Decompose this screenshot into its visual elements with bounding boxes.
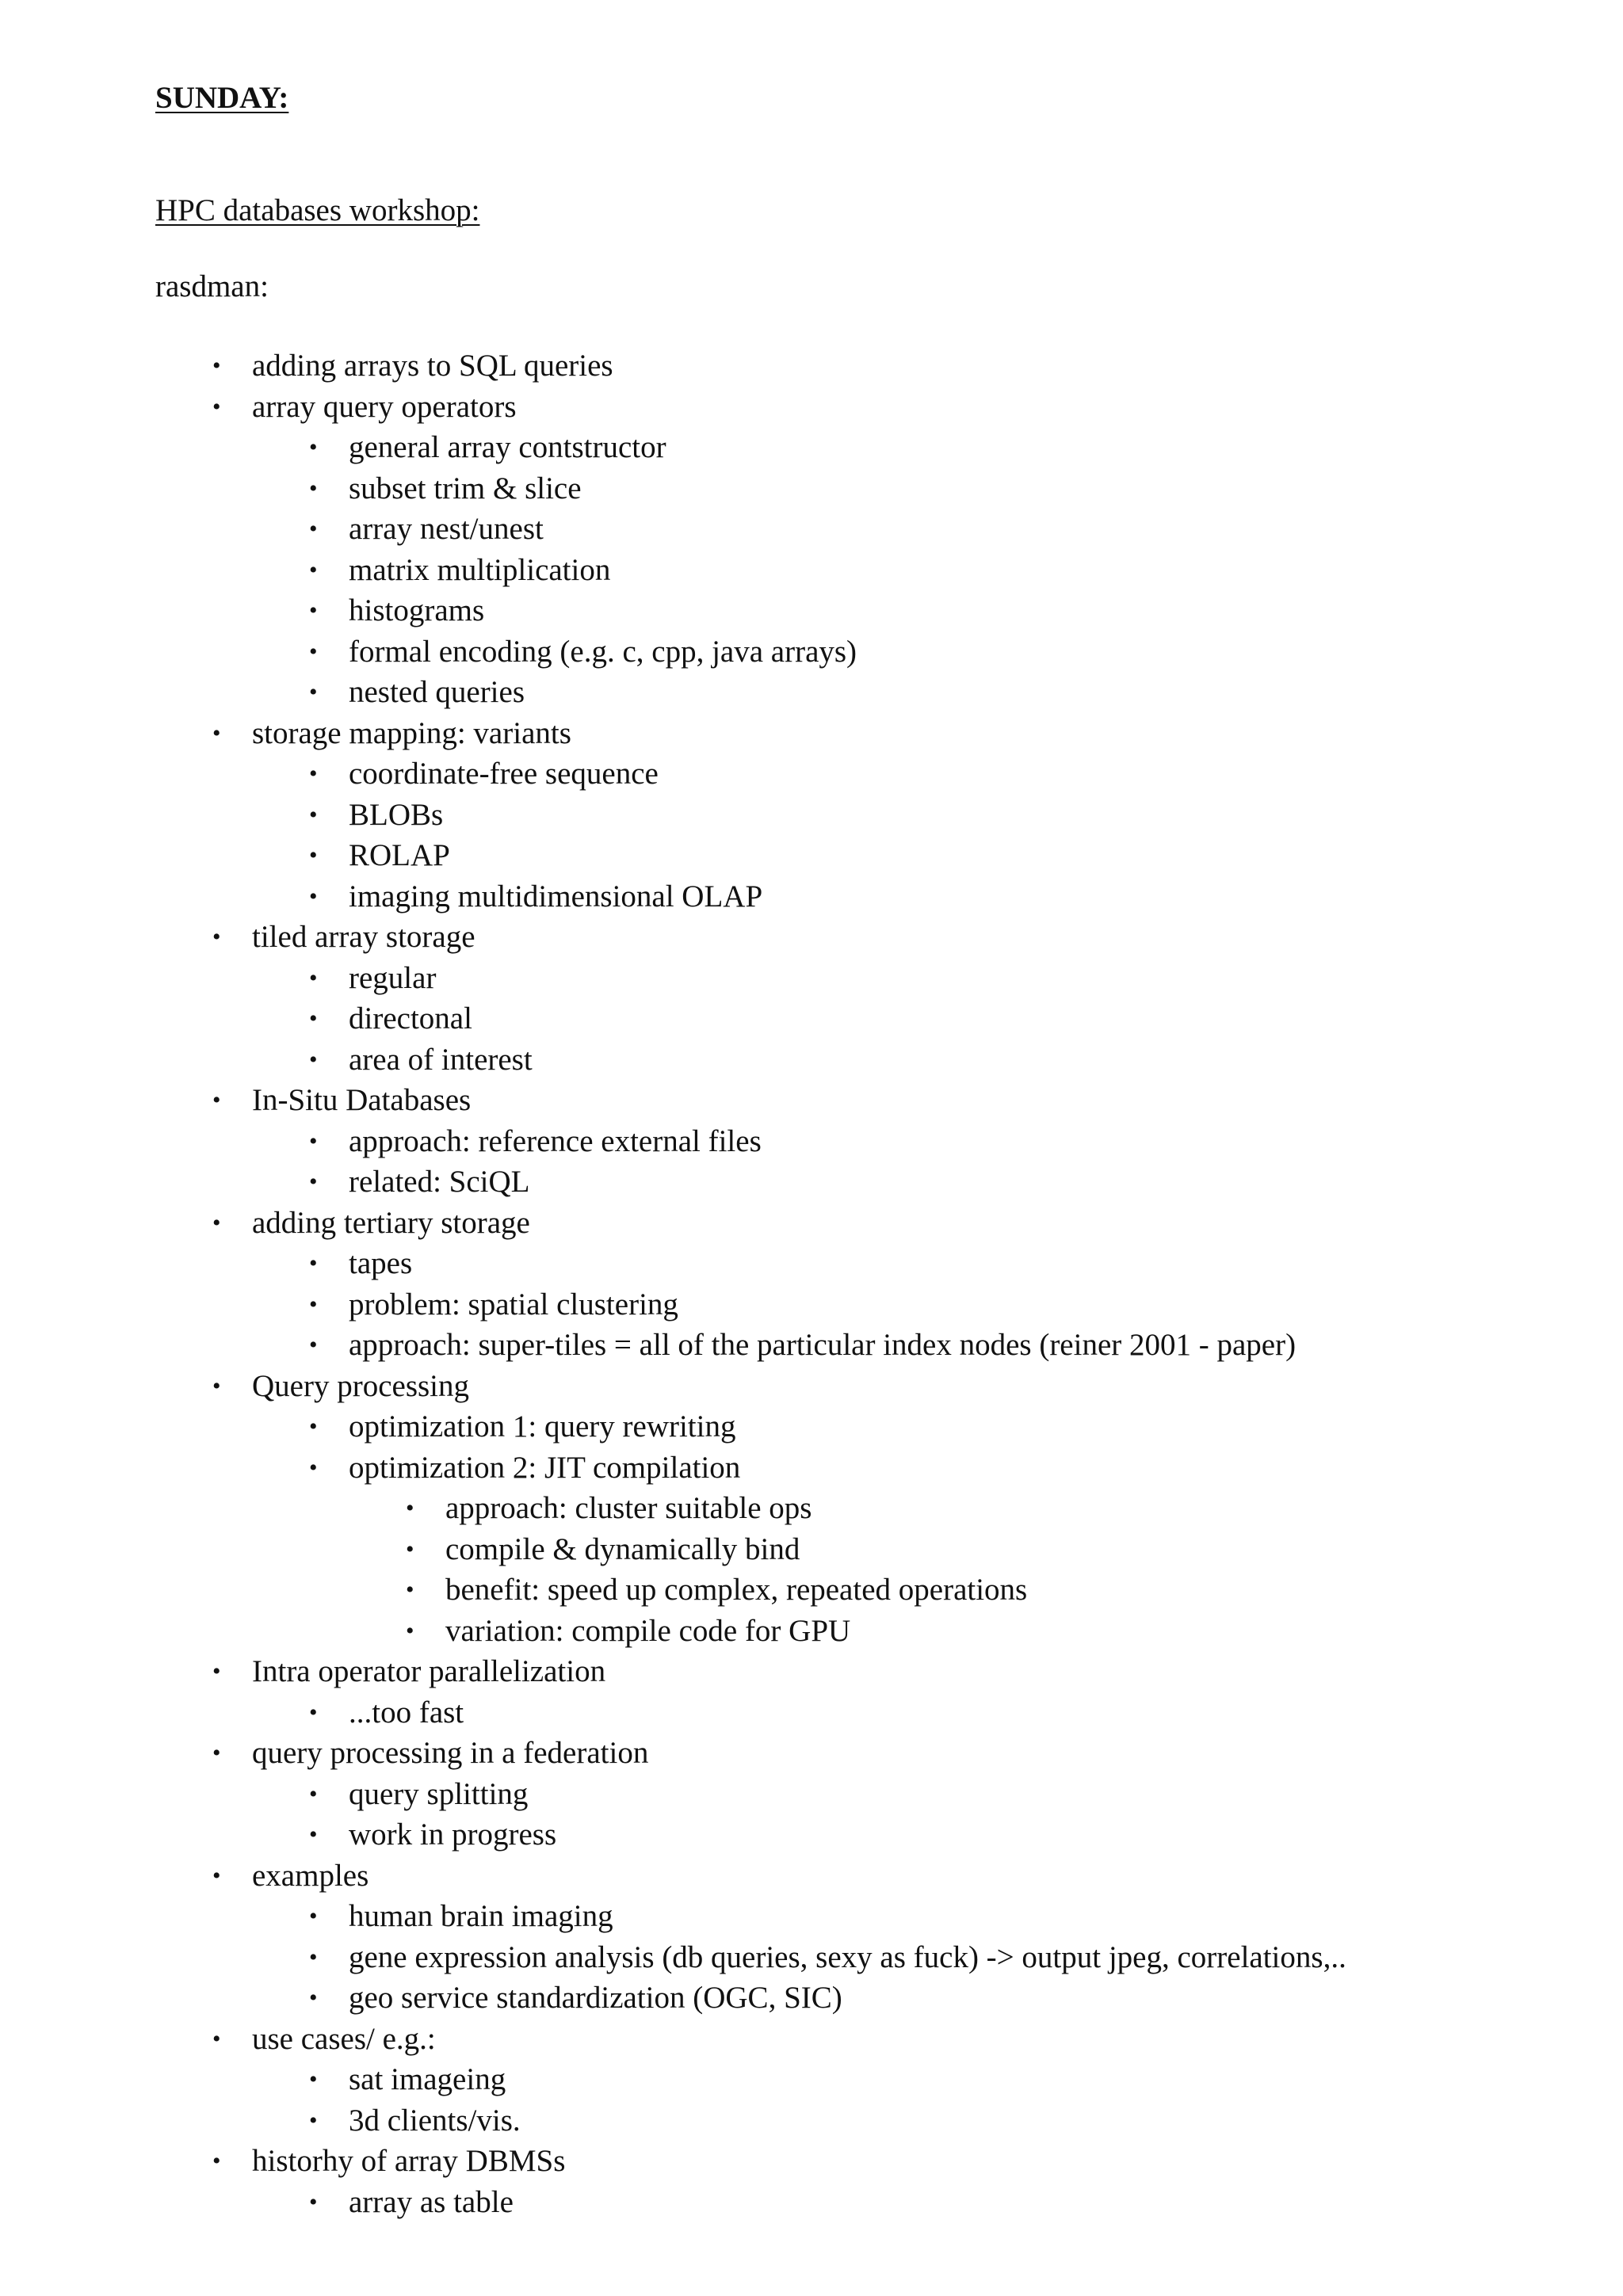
list-item (0, 713, 1623, 754)
list-item (0, 1855, 1623, 1897)
list-item (0, 468, 1623, 509)
list-item-text: imaging multidimensional OLAP (349, 879, 763, 913)
bullet-icon: • (309, 556, 318, 583)
bullet-icon: • (309, 964, 318, 991)
bullet-icon: • (309, 1332, 318, 1358)
list-item (0, 917, 1623, 958)
list-item-text: coordinate-free sequence (349, 757, 659, 791)
bullet-icon: • (309, 1985, 318, 2011)
list-item (0, 1325, 1623, 1366)
bullet-icon: • (309, 475, 318, 502)
list-item (0, 1447, 1623, 1489)
list-item-text: approach: reference external files (349, 1123, 762, 1158)
list-item-text: adding arrays to SQL queries (252, 349, 613, 383)
bullet-icon: • (309, 1127, 318, 1154)
list-item (0, 753, 1623, 795)
list-item-text: human brain imaging (349, 1899, 613, 1933)
list-item-text: work in progress (349, 1817, 557, 1852)
bullet-icon: • (309, 1005, 318, 1032)
list-item-text: ...too fast (349, 1695, 464, 1730)
bullet-icon: • (309, 638, 318, 665)
list-item-text: histograms (349, 593, 485, 627)
list-item (0, 1488, 1623, 1529)
list-item-text: In-Situ Databases (252, 1083, 472, 1117)
section-title: HPC databases workshop: (155, 193, 480, 227)
list-item-text: approach: super-tiles = all of the particular index nodes (reiner 2001 - paper) (349, 1328, 1296, 1362)
list-item-text: adding tertiary storage (252, 1205, 530, 1240)
list-item-text: query splitting (349, 1776, 529, 1811)
list-item (0, 1978, 1623, 2019)
bullet-icon: • (309, 1903, 318, 1929)
bullet-icon: • (212, 1740, 221, 1766)
list-item-text: subset trim & slice (349, 471, 582, 505)
bullet-icon: • (309, 801, 318, 828)
bullet-icon: • (309, 1943, 318, 1970)
list-item (0, 2141, 1623, 2182)
bullet-icon: • (212, 719, 221, 746)
list-item-text: general array contstructor (349, 430, 666, 464)
list-item (0, 1284, 1623, 1325)
bullet-icon: • (309, 1046, 318, 1073)
bullet-icon: • (212, 1862, 221, 1889)
bullet-icon: • (406, 1535, 414, 1562)
list-item (0, 387, 1623, 428)
list-item (0, 1774, 1623, 1815)
bullet-icon: • (212, 924, 221, 950)
list-item-text: problem: spatial clustering (349, 1287, 678, 1322)
list-item (0, 998, 1623, 1039)
list-item (0, 1651, 1623, 1692)
list-item-text: use cases/ e.g.: (252, 2021, 436, 2056)
list-item (0, 509, 1623, 550)
list-item-text: regular (349, 960, 437, 995)
list-item-text: benefit: speed up complex, repeated operations (445, 1573, 1028, 1607)
list-item-text: directonal (349, 1001, 472, 1035)
notes-list (0, 345, 1623, 2222)
list-item (0, 2100, 1623, 2142)
list-item-text: query processing in a federation (252, 1736, 649, 1770)
list-item (0, 1243, 1623, 1284)
bullet-icon: • (212, 1372, 221, 1399)
list-item-text: nested queries (349, 675, 525, 709)
list-item (0, 1161, 1623, 1203)
list-item-text: optimization 1: query rewriting (349, 1409, 736, 1444)
list-item-text: sat imageing (349, 2062, 506, 2096)
list-item (0, 1814, 1623, 1855)
subject-label: rasdman: (155, 269, 269, 303)
list-item (0, 1896, 1623, 1937)
bullet-icon: • (309, 597, 318, 624)
list-item-text: matrix multiplication (349, 552, 611, 587)
list-item (0, 958, 1623, 999)
list-item-text: array nest/unest (349, 512, 544, 546)
bullet-icon: • (212, 2148, 221, 2174)
list-item (0, 2019, 1623, 2060)
list-item (0, 2059, 1623, 2100)
list-item-text: array query operators (252, 389, 517, 424)
bullet-icon: • (309, 1291, 318, 1318)
bullet-icon: • (406, 1617, 414, 1644)
day-heading: SUNDAY: (155, 81, 289, 115)
bullet-icon: • (212, 353, 221, 379)
list-item-text: array as table (349, 2184, 514, 2219)
list-item-text: related: SciQL (349, 1165, 530, 1199)
list-item (0, 835, 1623, 876)
list-item-text: approach: cluster suitable ops (445, 1491, 812, 1525)
list-item-text: historhy of array DBMSs (252, 2144, 566, 2178)
list-item (0, 1611, 1623, 1652)
bullet-icon: • (406, 1495, 414, 1521)
bullet-icon: • (309, 1699, 318, 1726)
bullet-icon: • (309, 516, 318, 542)
bullet-icon: • (309, 761, 318, 787)
bullet-icon: • (212, 1087, 221, 1113)
list-item (0, 876, 1623, 917)
list-item (0, 1039, 1623, 1081)
list-item (0, 631, 1623, 673)
list-item (0, 1080, 1623, 1121)
bullet-icon: • (212, 1658, 221, 1684)
list-item (0, 2182, 1623, 2223)
list-item-text: 3d clients/vis. (349, 2103, 521, 2138)
list-item (0, 795, 1623, 836)
list-item-text: ROLAP (349, 838, 450, 872)
list-item (0, 1937, 1623, 1978)
list-item-text: Intra operator parallelization (252, 1654, 606, 1688)
list-item-text: formal encoding (e.g. c, cpp, java arrays) (349, 634, 857, 669)
list-item (0, 1203, 1623, 1244)
bullet-icon: • (309, 2107, 318, 2134)
list-item (0, 590, 1623, 631)
list-item-text: tiled array storage (252, 920, 475, 954)
bullet-icon: • (309, 883, 318, 910)
list-item (0, 345, 1623, 387)
list-item (0, 427, 1623, 468)
list-item (0, 1406, 1623, 1447)
bullet-icon: • (309, 1413, 318, 1440)
list-item-text: tapes (349, 1246, 413, 1280)
list-item-text: gene expression analysis (db queries, sexy as fuck) -> output jpeg, correlations,.. (349, 1939, 1346, 1974)
bullet-icon: • (212, 2025, 221, 2052)
list-item-text: examples (252, 1858, 369, 1893)
bullet-icon: • (309, 1780, 318, 1807)
list-item-text: Query processing (252, 1368, 470, 1403)
bullet-icon: • (212, 1209, 221, 1236)
list-item-text: BLOBs (349, 797, 444, 832)
bullet-icon: • (309, 434, 318, 460)
list-item (0, 1733, 1623, 1774)
list-item (0, 1529, 1623, 1570)
list-item-text: variation: compile code for GPU (445, 1613, 851, 1648)
list-item (0, 1569, 1623, 1611)
list-item-text: compile & dynamically bind (445, 1531, 800, 1566)
list-item (0, 1692, 1623, 1733)
bullet-icon: • (309, 1169, 318, 1195)
list-item (0, 550, 1623, 591)
list-item (0, 672, 1623, 713)
bullet-icon: • (406, 1577, 414, 1603)
bullet-icon: • (309, 1454, 318, 1481)
list-item-text: storage mapping: variants (252, 715, 571, 750)
list-item (0, 1121, 1623, 1162)
bullet-icon: • (309, 2066, 318, 2092)
list-item (0, 1366, 1623, 1407)
bullet-icon: • (309, 679, 318, 705)
list-item-text: area of interest (349, 1042, 533, 1077)
list-item-text: optimization 2: JIT compilation (349, 1450, 741, 1485)
list-item-text: geo service standardization (OGC, SIC) (349, 1981, 842, 2015)
bullet-icon: • (309, 2188, 318, 2215)
bullet-icon: • (309, 1250, 318, 1276)
bullet-icon: • (212, 393, 221, 420)
bullet-icon: • (309, 1821, 318, 1848)
bullet-icon: • (309, 842, 318, 868)
